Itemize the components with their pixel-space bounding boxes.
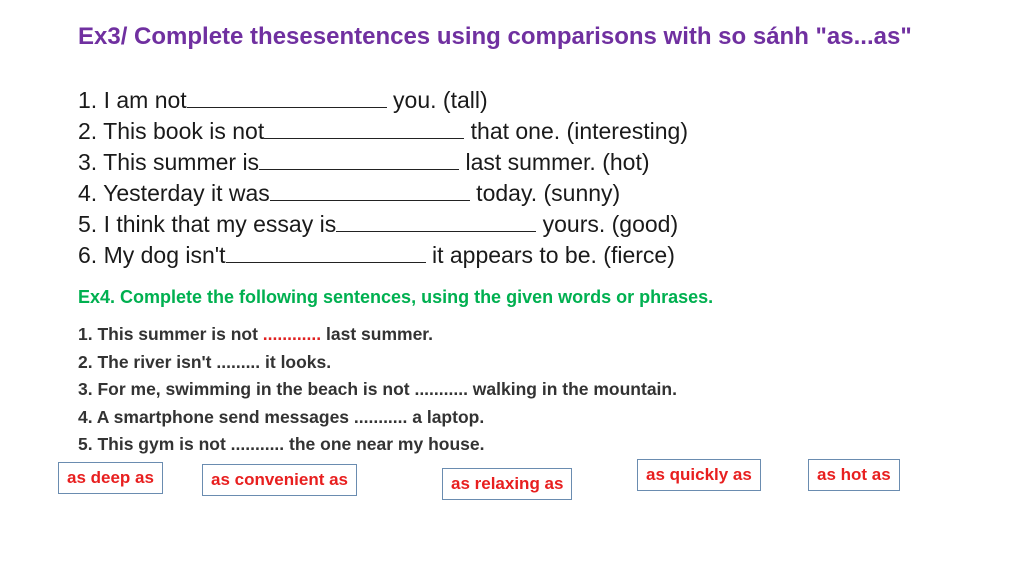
ex4-sentence: [78, 350, 677, 378]
sentence-start: 3. This summer is: [78, 149, 260, 175]
ex3-sentence: [78, 210, 688, 241]
sentence-end: it appears to be. (fierce): [425, 242, 675, 268]
sentence-end: last summer.: [321, 324, 434, 344]
sentence-start: 5. This gym is not: [78, 434, 231, 454]
sentence-start: 3. For me, swimming in the beach is not: [78, 379, 415, 399]
sentence-start: 2. The river isn't: [78, 351, 217, 372]
sentence-end: a laptop.: [407, 406, 485, 427]
ex4-sentence: [78, 405, 677, 433]
ex4-sentence-list: [78, 322, 677, 460]
sentence-end: the one near my house.: [284, 434, 485, 454]
option-as-quickly-as[interactable]: as quickly as: [637, 459, 761, 491]
answer-dots[interactable]: ...........: [230, 434, 285, 454]
sentence-start: 5. I think that my essay is: [78, 211, 337, 237]
sentence-start: 4. Yesterday it was: [78, 180, 270, 206]
ex3-sentence: [78, 86, 688, 117]
sentence-start: 6. My dog isn't: [78, 242, 226, 268]
sentence-start: 1. I am not: [78, 87, 187, 113]
answer-blank[interactable]: [336, 213, 536, 232]
ex4-sentence: [78, 432, 677, 460]
sentence-start: 2. This book is not: [78, 118, 265, 144]
answer-blank[interactable]: [226, 244, 426, 263]
answer-blank[interactable]: [187, 89, 387, 108]
answer-dots[interactable]: ...........: [414, 379, 468, 399]
ex3-title: Ex3/ Complete thesesentences using comparisons with so sánh "as...as": [78, 23, 912, 50]
sentence-start: 4. A smartphone send messages: [78, 406, 354, 427]
sentence-start: 1. This summer is not: [78, 324, 263, 344]
answer-blank[interactable]: [270, 182, 470, 201]
ex3-sentence-list: [78, 86, 688, 272]
option-as-deep-as[interactable]: as deep as: [58, 462, 163, 494]
ex3-sentence: [78, 179, 688, 210]
ex4-sentence: [78, 322, 677, 350]
answer-dots[interactable]: ...........: [353, 406, 408, 427]
sentence-end: that one. (interesting): [464, 118, 688, 144]
ex3-sentence: [78, 148, 688, 179]
answer-blank[interactable]: [264, 120, 464, 139]
ex4-sentence: [78, 377, 677, 405]
sentence-end: walking in the mountain.: [467, 379, 677, 399]
answer-dots[interactable]: .........: [216, 351, 261, 372]
option-as-relaxing-as[interactable]: as relaxing as: [442, 468, 572, 500]
sentence-end: last summer. (hot): [459, 149, 650, 175]
ex3-sentence: [78, 241, 688, 272]
option-as-hot-as[interactable]: as hot as: [808, 459, 900, 491]
sentence-end: you. (tall): [386, 87, 488, 113]
answer-dots[interactable]: ............: [262, 324, 322, 344]
option-as-convenient-as[interactable]: as convenient as: [202, 464, 357, 496]
sentence-end: yours. (good): [536, 211, 679, 237]
sentence-end: it looks.: [260, 351, 332, 372]
ex3-sentence: [78, 117, 688, 148]
answer-blank[interactable]: [259, 151, 459, 170]
sentence-end: today. (sunny): [469, 180, 621, 206]
ex4-title: Ex4. Complete the following sentences, using the given words or phrases.: [78, 287, 714, 307]
